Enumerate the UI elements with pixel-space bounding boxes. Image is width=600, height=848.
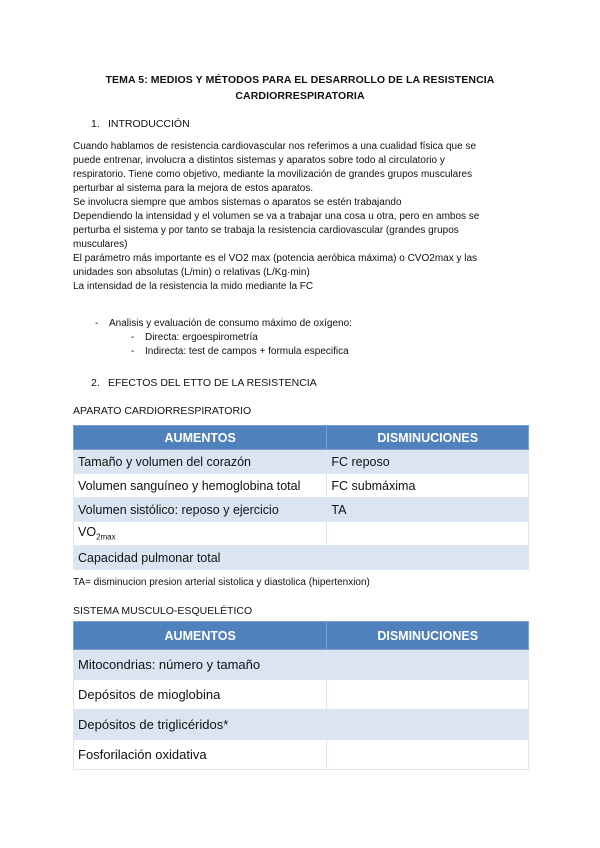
- cell-disminucion: [327, 546, 529, 570]
- table-1-note: TA= disminucion presion arterial sistolica y diastolica (hipertenxion): [73, 577, 370, 588]
- bullet-dash: -: [95, 318, 99, 329]
- bullet-main-text: Analisis y evaluación de consumo máximo de oxígeno:: [109, 318, 352, 329]
- cell-disminucion: [327, 650, 529, 680]
- cell-aumento: Depósitos de mioglobina: [74, 680, 327, 710]
- bullet-sub-2: [131, 345, 349, 359]
- section-2-heading: EFECTOS DEL ETTO DE LA RESISTENCIA: [108, 377, 317, 389]
- cell-disminucion: [327, 522, 529, 546]
- cell-disminucion: TA: [327, 498, 529, 522]
- table-1-caption: APARATO CARDIORRESPIRATORIO: [73, 405, 252, 417]
- cell-aumento: Tamaño y volumen del corazón: [74, 450, 327, 474]
- section-1-heading: INTRODUCCIÓN: [108, 118, 190, 130]
- intro-line: perturbar al sistema para la mejora de estos aparatos.: [73, 183, 314, 194]
- table-row: [74, 522, 529, 546]
- vo2max-subscript: 2max: [96, 532, 116, 542]
- table-row: [74, 650, 529, 680]
- cell-aumento: Fosforilación oxidativa: [74, 740, 327, 770]
- bullet-main: [95, 317, 352, 331]
- bullet-dash: -: [131, 332, 135, 343]
- header-aumentos: AUMENTOS: [74, 426, 327, 450]
- table-cardiorrespiratorio: [73, 425, 529, 570]
- table-header-row: [74, 622, 529, 650]
- table-musculo-esqueletico: [73, 621, 529, 770]
- table-header-row: [74, 426, 529, 450]
- intro-line: perturba el sistema y por tanto se trabaja la resistencia cardiovascular (grandes grupos: [73, 225, 459, 236]
- cell-aumento: Mitocondrias: número y tamaño: [74, 650, 327, 680]
- intro-line: respiratorio. Tiene como objetivo, mediante la movilización de grandes grupos musculares: [73, 169, 473, 180]
- bullet-sub-2-text: Indirecta: test de campos + formula especifica: [145, 346, 349, 357]
- bullet-sub-1-text: Directa: ergoespirometría: [145, 332, 258, 343]
- intro-line: Se involucra siempre que ambos sistemas o aparatos se estén trabajando: [73, 197, 402, 208]
- table-2-caption: SISTEMA MUSCULO-ESQUELÉTICO: [73, 605, 253, 617]
- table-row: [74, 450, 529, 474]
- cell-disminucion: [327, 680, 529, 710]
- header-disminuciones: DISMINUCIONES: [327, 622, 529, 650]
- intro-line: musculares): [73, 239, 128, 250]
- header-disminuciones: DISMINUCIONES: [327, 426, 529, 450]
- bullet-sub-1: [131, 331, 258, 345]
- intro-line: Dependiendo la intensidad y el volumen se va a trabajar una cosa u otra, pero en ambos se: [73, 211, 480, 222]
- table-row: [74, 680, 529, 710]
- table-row: [74, 498, 529, 522]
- table-row: [74, 740, 529, 770]
- table-row: [74, 710, 529, 740]
- intro-line: unidades son absolutas (L/min) o relativas (L/Kg·min): [73, 267, 310, 278]
- document-title: [70, 72, 530, 104]
- cell-aumento: Capacidad pulmonar total: [74, 546, 327, 570]
- intro-paragraph: [73, 140, 533, 294]
- header-aumentos: AUMENTOS: [74, 622, 327, 650]
- section-2-number: 2.: [91, 377, 100, 389]
- cell-aumento: Depósitos de triglicéridos*: [74, 710, 327, 740]
- cell-aumento: Volumen sistólico: reposo y ejercicio: [74, 498, 327, 522]
- cell-disminucion: [327, 710, 529, 740]
- table-row: [74, 474, 529, 498]
- cell-disminucion: [327, 740, 529, 770]
- cell-aumento: Volumen sanguíneo y hemoglobina total: [74, 474, 327, 498]
- intro-line: Cuando hablamos de resistencia cardiovascular nos referimos a una cualidad física que se: [73, 141, 477, 152]
- table-row: [74, 546, 529, 570]
- intro-line: puede entrenar, involucra a distintos sistemas y aparatos sobre todo al circulatorio y: [73, 155, 445, 166]
- cell-disminucion: FC submáxima: [327, 474, 529, 498]
- title-line-2: CARDIORRESPIRATORIA: [235, 90, 365, 102]
- vo2max-base: VO: [78, 525, 97, 540]
- title-line-1: TEMA 5: MEDIOS Y MÉTODOS PARA EL DESARROLLO DE LA RESISTENCIA: [105, 74, 495, 86]
- intro-line: La intensidad de la resistencia la mido mediante la FC: [73, 281, 314, 292]
- section-1-number: 1.: [91, 118, 100, 130]
- cell-disminucion: FC reposo: [327, 450, 529, 474]
- cell-aumento: [74, 522, 327, 546]
- intro-line: El parámetro más importante es el VO2 max (potencia aeróbica máxima) o CVO2max y las: [73, 253, 478, 264]
- bullet-dash: -: [131, 346, 135, 357]
